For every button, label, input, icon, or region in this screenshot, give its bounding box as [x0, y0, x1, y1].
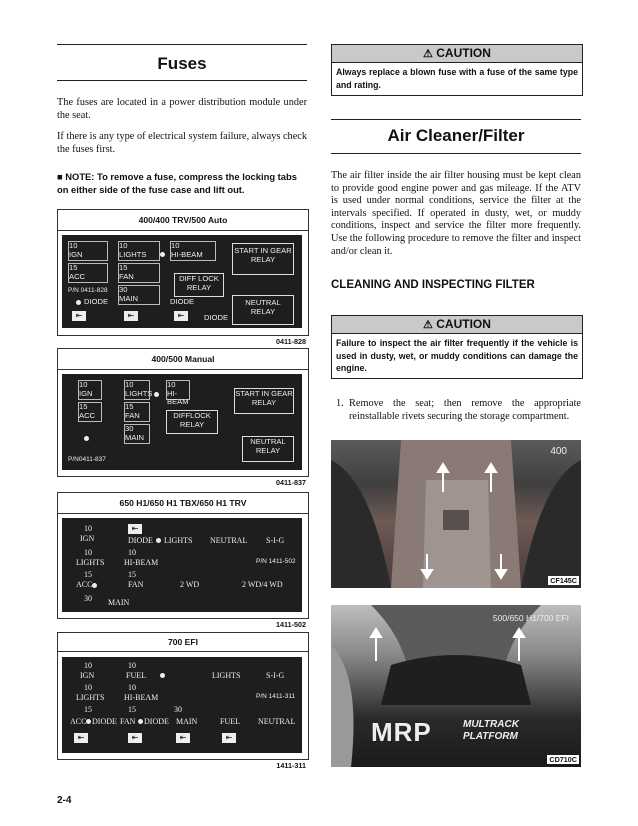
fuse-value: 10 — [128, 548, 136, 557]
mrp-logo: MRP — [371, 717, 432, 747]
fuel-label: FUEL — [220, 717, 240, 726]
fuse-panel-photo — [62, 374, 302, 470]
figure-fuse-panel-650 — [57, 492, 309, 629]
fuse-label: FAN — [120, 717, 136, 726]
figure-number: 0411-828 — [276, 337, 306, 346]
indicator-dot — [76, 300, 81, 305]
fuse-removal-note: ■ NOTE: To remove a fuse, compress the locking tabs on either side of the fuse case and lift out. — [57, 171, 297, 195]
indicator-dot — [160, 252, 165, 257]
figure-fuse-panel-manual — [57, 348, 309, 487]
neutral-label: NEUTRAL — [210, 536, 248, 545]
fuse-slot: 10 HI-BEAM — [167, 380, 189, 406]
diode-label: DIODE — [204, 313, 229, 322]
photo-storage-compartment-500-700 — [331, 605, 581, 767]
fuse-value: 10 — [84, 683, 92, 692]
fuse-value: 15 — [84, 570, 92, 579]
lights-label: LIGHTS — [164, 536, 193, 545]
two-wd-label: 2 WD — [180, 580, 200, 589]
caution-box-filter — [331, 315, 583, 379]
fuse-label: LIGHTS — [76, 693, 105, 702]
caution-header: ⚠ CAUTION — [332, 316, 582, 334]
figure-fuse-panel-400 — [57, 209, 309, 346]
arrow-marker-icon: ⇤ — [174, 311, 188, 321]
photo-storage-compartment-400 — [331, 440, 581, 588]
diode-label: DIODE — [128, 536, 153, 545]
diode-label: DIODE — [92, 717, 117, 726]
figure-title: 650 H1/650 H1 TBX/650 H1 TRV — [58, 493, 308, 514]
indicator-dot — [84, 436, 89, 441]
arrow-marker-icon: ⇤ — [124, 311, 138, 321]
fuse-label: ACC — [76, 580, 93, 589]
fuse-value: 10 — [84, 524, 92, 533]
fuse-slot: 15 ACC — [68, 263, 108, 283]
fuses-paragraph-2: If there is any type of electrical system failure, always check the fuses first. — [57, 131, 307, 155]
fuse-value: 30 — [174, 705, 182, 714]
arrow-marker-icon: ⇤ — [128, 733, 142, 743]
diode-label: DIODE — [170, 297, 195, 306]
fuse-slot: 10 IGN — [68, 241, 108, 261]
arrow-marker-icon: ⇤ — [128, 524, 142, 534]
fuse-label: ACC — [70, 717, 87, 726]
warning-triangle-icon: ⚠ — [423, 319, 433, 331]
indicator-dot — [160, 673, 165, 678]
fuse-value: 10 — [84, 548, 92, 557]
arrow-marker-icon: ⇤ — [74, 733, 88, 743]
figure-title: 700 EFI — [58, 633, 308, 652]
fuse-value: 15 — [128, 570, 136, 579]
indicator-dot — [86, 719, 91, 724]
figure-title: 400/400 TRV/500 Auto — [58, 210, 308, 231]
neutral-label: NEUTRAL — [258, 717, 296, 726]
heading-rule-top — [57, 44, 307, 45]
cleaning-subheading: CLEANING AND INSPECTING FILTER — [331, 279, 535, 291]
mrp-logo-subtext: PLATFORM — [463, 731, 518, 742]
indicator-dot — [138, 719, 143, 724]
page-number: 2-4 — [57, 795, 72, 806]
relay-neutral: NEUTRAL RELAY — [242, 436, 294, 462]
sig-label: S-I-G — [266, 671, 285, 680]
arrow-marker-icon: ⇤ — [72, 311, 86, 321]
relay-diff-lock: DIFF LOCK RELAY — [174, 273, 224, 297]
fuse-value: 10 — [84, 661, 92, 670]
relay-diff-lock: DIFFLOCK RELAY — [166, 410, 218, 434]
storage-compartment-drawing — [331, 605, 581, 767]
indicator-dot — [92, 583, 97, 588]
step-number: 1. — [336, 398, 344, 409]
heading-rule-bottom — [331, 153, 581, 154]
figure-fuse-panel-700efi — [57, 632, 309, 770]
sig-label: S-I-G — [266, 536, 285, 545]
fuse-label: LIGHTS — [76, 558, 105, 567]
indicator-dot — [156, 538, 161, 543]
air-filter-paragraph: The air filter inside the air filter housing must be kept clean to provide good engine power and gas mileage. If the ATV is used under normal conditions, service the filter at the intervals specified. If operated in dusty, wet, or muddy conditions, inspect and service the filter more frequently. Use the following procedure to remove the filter and inspect and/or clean it. — [331, 170, 581, 257]
part-number-label: P/N 1411-311 — [256, 693, 296, 700]
fuse-slot: 15 FAN — [118, 263, 160, 283]
photo-tag: 500/650 H1/700 EFI — [492, 613, 569, 623]
fuse-slot: 10 IGN — [78, 380, 102, 400]
figure-number: 1411-502 — [276, 620, 306, 629]
fuse-panel-photo — [62, 235, 302, 328]
fuse-label: IGN — [80, 671, 95, 680]
caution-box-fuse — [331, 44, 583, 96]
indicator-dot — [154, 392, 159, 397]
arrow-marker-icon: ⇤ — [176, 733, 190, 743]
part-number-label: P/N0411-837 — [68, 456, 106, 463]
fuse-label: MAIN — [176, 717, 198, 726]
fuse-slot: 10 HI-BEAM — [170, 241, 216, 261]
fuses-heading: Fuses — [157, 54, 207, 73]
fuse-value: 30 — [84, 594, 92, 603]
part-number-label: P/N 1411-502 — [256, 558, 296, 565]
fuse-slot: 15 ACC — [78, 402, 102, 422]
mrp-logo-subtext: MULTRACK — [463, 719, 519, 730]
fuse-slot: 10 LIGHTS — [118, 241, 160, 261]
diode-label: DIODE — [144, 717, 169, 726]
figure-number: 0411-837 — [276, 478, 306, 487]
fuse-label: HI-BEAM — [124, 693, 159, 702]
fuse-slot: 30 MAIN — [118, 285, 160, 305]
fuse-slot: 30 MAIN — [124, 424, 150, 444]
relay-neutral: NEUTRAL RELAY — [232, 295, 294, 325]
fuse-label: HI-BEAM — [124, 558, 159, 567]
figure-number: CD710C — [549, 755, 577, 764]
figure-number: 1411-311 — [276, 761, 306, 770]
heading-rule-bottom — [57, 80, 307, 81]
diode-label: DIODE — [84, 297, 109, 306]
fuse-label: MAIN — [108, 598, 130, 607]
photo-tag: 400 — [550, 446, 567, 457]
fuse-panel-photo — [62, 657, 302, 753]
relay-start-in-gear: START IN GEAR RELAY — [232, 243, 294, 275]
fuse-label: FUEL — [126, 671, 146, 680]
fuse-label: FAN — [128, 580, 144, 589]
caution-text: Failure to inspect the air filter frequently if the vehicle is used in dusty, wet, or muddy conditions can damage the engine. — [336, 338, 578, 373]
caution-text: Always replace a blown fuse with a fuse of the same type and rating. — [336, 67, 578, 90]
figure-number: CF145C — [550, 576, 577, 585]
fuse-value: 10 — [128, 661, 136, 670]
fuse-slot: 15 FAN — [124, 402, 150, 422]
air-filter-heading: Air Cleaner/Filter — [387, 126, 525, 145]
two-wd-four-wd-label: 2 WD/4 WD — [242, 580, 283, 589]
fuse-value: 10 — [128, 683, 136, 692]
caution-header: ⚠ CAUTION — [332, 45, 582, 63]
step-instruction: Remove the seat; then remove the appropriate reinstallable rivets securing the storage compartment. — [349, 398, 581, 422]
storage-compartment-drawing — [331, 440, 581, 588]
part-number-label: P/N 0411-828 — [68, 287, 108, 294]
heading-rule-top — [331, 119, 581, 120]
arrow-marker-icon: ⇤ — [222, 733, 236, 743]
fuses-paragraph-1: The fuses are located in a power distribution module under the seat. — [57, 97, 307, 121]
fuse-value: 15 — [128, 705, 136, 714]
fuse-value: 15 — [84, 705, 92, 714]
lights-label: LIGHTS — [212, 671, 241, 680]
warning-triangle-icon: ⚠ — [423, 48, 433, 60]
fuse-panel-photo — [62, 518, 302, 612]
fuse-slot: 10 LIGHTS — [124, 380, 150, 400]
figure-title: 400/500 Manual — [58, 349, 308, 370]
relay-start-in-gear: START IN GEAR RELAY — [234, 388, 294, 414]
fuse-label: IGN — [80, 534, 95, 543]
